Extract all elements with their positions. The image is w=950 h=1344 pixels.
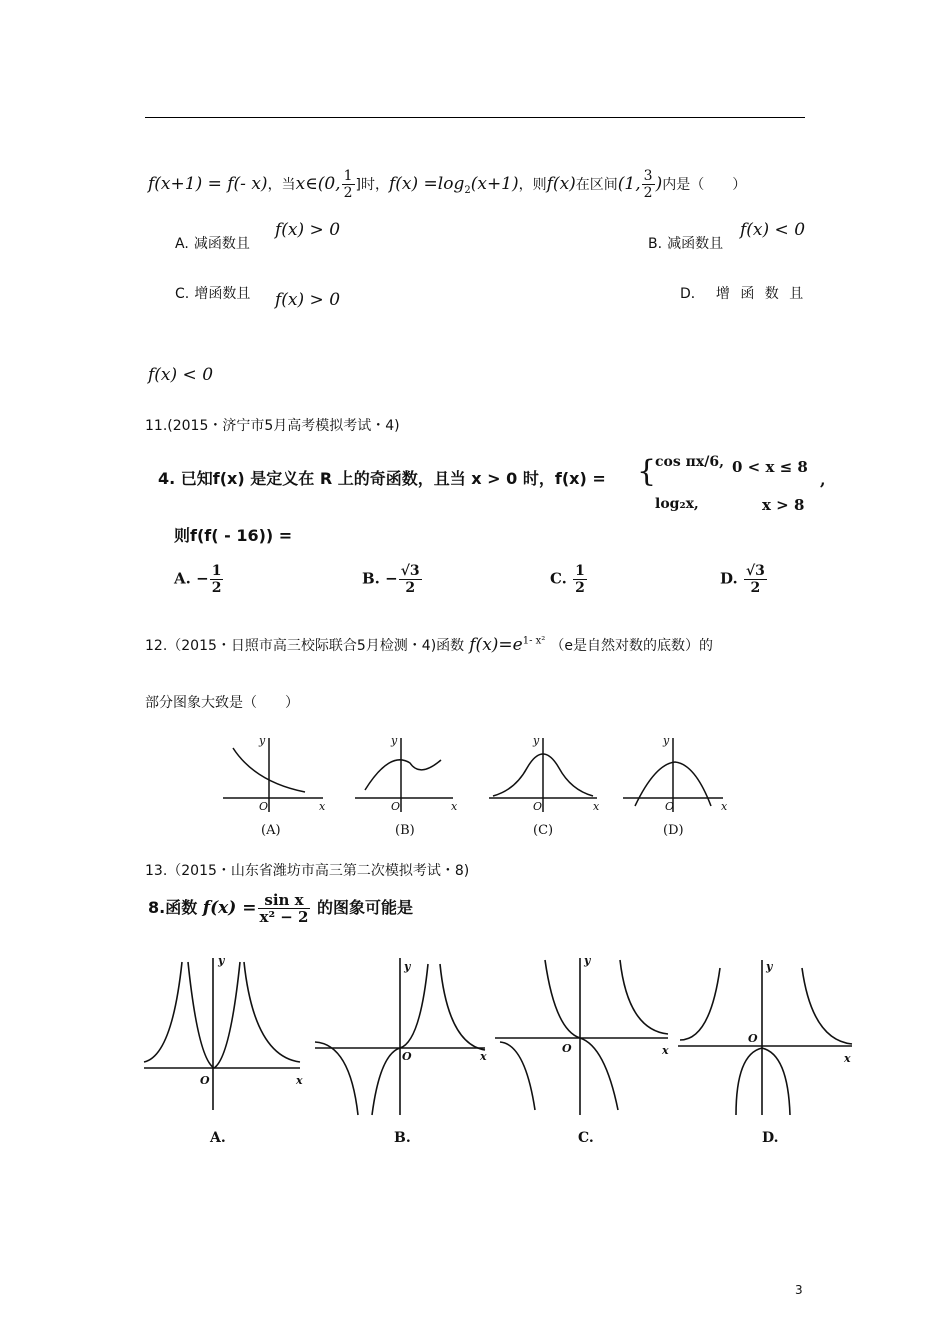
q13-stem: 8.函数 f(x) = $\frac{\text{sin x}}{\text{x² − 2}}$ 的图象可能是	[148, 891, 414, 926]
q13-axis-y-c: y	[584, 954, 591, 967]
q13-origin-c: O	[562, 1042, 572, 1055]
q11-case2-expr: log₂x,	[655, 496, 699, 512]
q12-label-a: (A)	[261, 823, 281, 838]
q12-label-c: (C)	[533, 823, 554, 838]
q13-axis-y-d: y	[766, 960, 773, 973]
q12-origin-c: O	[533, 800, 543, 813]
q11-case1-expr: cos πx/6,	[655, 454, 724, 470]
q10-option-a: A. 减函数且	[175, 236, 250, 252]
q11-case-comma: ,	[820, 470, 826, 489]
q13-graph-c	[495, 958, 668, 1115]
q13-origin-b: O	[402, 1050, 412, 1063]
q13-label-a: A.	[210, 1130, 226, 1146]
fraction-three-halves: $\frac{3}{2}$	[643, 168, 653, 201]
q13-label-b: B.	[394, 1130, 411, 1146]
q12-axis-x-b: x	[451, 800, 458, 813]
header-rule	[145, 117, 805, 118]
q12-axis-y-b: y	[391, 734, 398, 747]
q12-axis-x-a: x	[319, 800, 326, 813]
q10-option-c-math: f(x) > 0	[275, 290, 341, 310]
q11-choice-c: C. $\frac{1}{2}$	[550, 563, 585, 596]
q13-origin-a: O	[200, 1074, 210, 1087]
q12-graph-b	[355, 738, 453, 812]
q13-header: 13.（2015・山东省潍坊市高三第二次模拟考试・8)	[145, 863, 470, 879]
q11-choice-a: A. − $\frac{1}{2}$	[174, 563, 222, 596]
q11-choice-d: D. $\frac{√3}{2}$	[720, 563, 765, 596]
q11-case2-cond: x > 8	[762, 496, 805, 514]
q10-stem: f(x+1) = f(- x)，当x∈(0, $\frac{1}{2}$ ]时，$f(x) =\log_2(x+1)$，则f(x)在区间(1, $\frac{3}{2}$ )内是（ ）	[148, 168, 747, 201]
q12-header-line: 12.（2015・日照市高三校际联合5月检测・4)函数 $f(x)=e^{1- x^2}$ （e是自然对数的底数）的	[145, 635, 714, 655]
q10-option-d: D． 增 函 数 且	[680, 286, 804, 302]
q10-option-d-math: f(x) < 0	[148, 365, 214, 385]
q13-graph-d	[678, 960, 852, 1115]
q13-axis-x-a: x	[296, 1074, 303, 1087]
q13-axis-x-d: x	[844, 1052, 851, 1065]
q11-case1-cond: 0 < x ≤ 8	[732, 458, 808, 476]
q11-choice-b: B. − $\frac{√3}{2}$	[362, 563, 420, 596]
q12-label-d: (D)	[663, 823, 684, 838]
q12-axis-y-c: y	[533, 734, 540, 747]
q10-option-a-math: f(x) > 0	[275, 220, 341, 240]
q13-label-c: C.	[578, 1130, 594, 1146]
q10-option-c: C. 增函数且	[175, 286, 251, 302]
q12-origin-b: O	[391, 800, 401, 813]
q10-option-b-math: f(x) < 0	[740, 220, 806, 240]
q13-graph-a	[144, 958, 300, 1110]
q13-graphs	[140, 950, 870, 1160]
q12-axis-x-c: x	[593, 800, 600, 813]
fraction-one-half: $\frac{1}{2}$	[343, 168, 353, 201]
q13-origin-d: O	[748, 1032, 758, 1045]
q13-label-d: D.	[762, 1130, 779, 1146]
q11-brace: {	[637, 454, 657, 489]
q12-label-b: (B)	[395, 823, 415, 838]
q13-axis-x-c: x	[662, 1044, 669, 1057]
q13-graph-b	[315, 958, 485, 1115]
q12-origin-d: O	[665, 800, 675, 813]
q11-stem: 4. 已知f(x) 是定义在 R 上的奇函数，且当 x > 0 时，f(x) =	[158, 469, 606, 488]
q11-header: 11.(2015・济宁市5月高考模拟考试・4)	[145, 418, 400, 434]
q12-axis-y-a: y	[259, 734, 266, 747]
q11-ask: 则f(f( - 16)) =	[174, 526, 293, 545]
q12-origin-a: O	[259, 800, 269, 813]
q12-graph-a	[223, 738, 323, 812]
q10-option-b: B. 减函数且	[648, 236, 724, 252]
q12-line2: 部分图象大致是（ ）	[145, 695, 299, 711]
q12-axis-x-d: x	[721, 800, 728, 813]
q12-axis-y-d: y	[663, 734, 670, 747]
q12-graph-c	[489, 738, 597, 812]
q13-axis-y-a: y	[218, 954, 225, 967]
q11-scanned-problem	[150, 448, 850, 608]
q12-graphs	[215, 730, 735, 840]
q13-axis-y-b: y	[404, 960, 411, 973]
page-number: 3	[795, 1283, 803, 1297]
q13-axis-x-b: x	[480, 1050, 487, 1063]
